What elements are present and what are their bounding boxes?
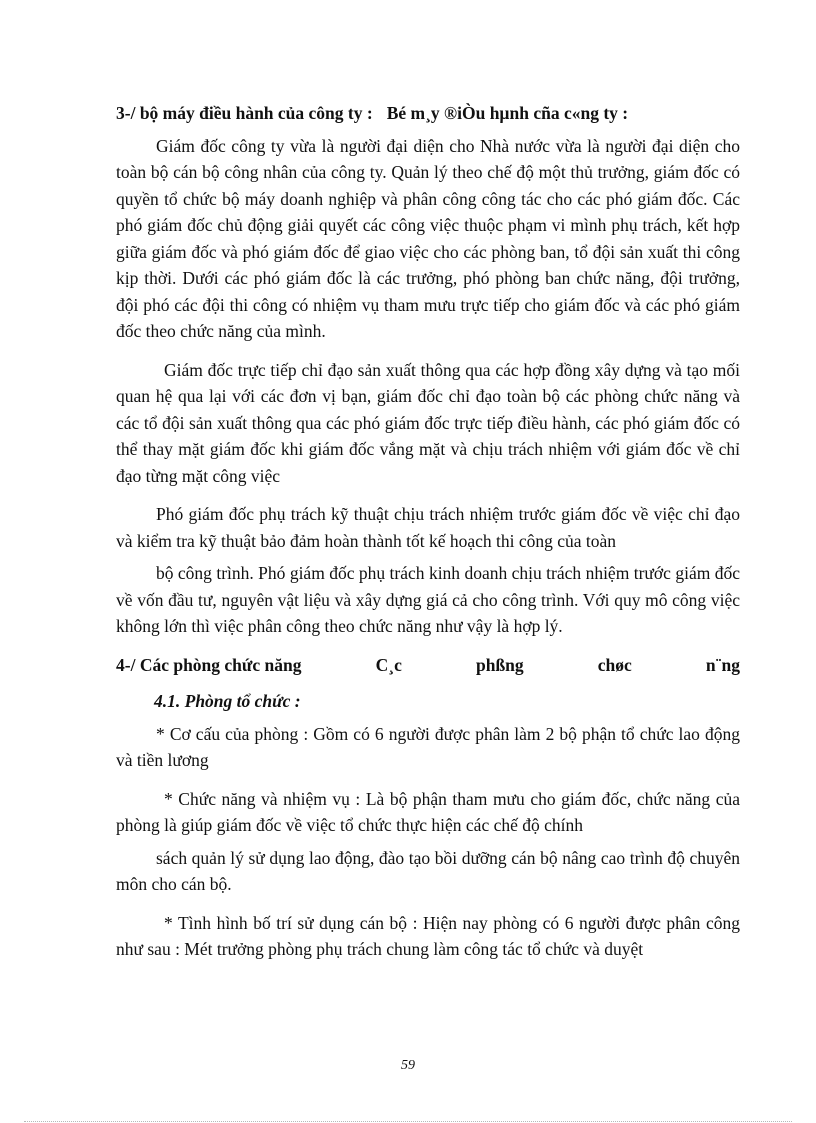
section-4-title-garbled-word: C¸c [375, 654, 402, 675]
footer-divider [24, 1121, 792, 1122]
section-3-title: 3-/ bộ máy điều hành của công ty : [116, 103, 373, 123]
page-content [116, 100, 740, 963]
subsection-paragraph: * Chức năng và nhiệm vụ : Là bộ phận tham mưu cho giám đốc, chức năng của phòng là giúp giám đốc về việc tổ chức thực hiện các chế độ chính [116, 788, 740, 835]
subsection-paragraph: * Tình hình bố trí sử dụng cán bộ : Hiện nay phòng có 6 người được phân công như sau : Mét trưởng phòng phụ trách chung làm công tác tổ chức và duyệt [116, 912, 740, 959]
section-3-title-garbled: Bé m¸y ®iÒu hµnh cña c«ng ty : [386, 103, 629, 123]
section-3-paragraph: Giám đốc trực tiếp chỉ đạo sản xuất thông qua các hợp đồng xây dựng và tạo mối quan hệ qua lại với các đơn vị bạn, giám đốc chỉ đạo toàn bộ các phòng chức năng và các tổ đội sản xuất thông qua các phó giám đốc trực tiếp điều hành, các phó giám đốc có thể thay mặt giám đốc khi giám đốc vắng mặt và chịu trách nhiệm với giám đốc về chỉ đạo từng mặt công việc [116, 359, 740, 486]
section-3-heading [116, 100, 740, 127]
subsection-4-1-title: 4.1. Phòng tổ chức : [154, 691, 301, 711]
section-3-paragraph: bộ công trình. Phó giám đốc phụ trách kinh doanh chịu trách nhiệm trước giám đốc về vốn đầu tư, nguyên vật liệu và xây dựng giá cả cho công trình. Với quy mô công việc không lớn thì việc phân công theo chức năng như vậy là hợp lý. [116, 563, 740, 636]
section-4-heading [116, 652, 740, 679]
section-4-title-garbled-word: phßng [475, 654, 524, 675]
section-4-title: 4-/ Các phòng chức năng [116, 654, 302, 675]
section-3-paragraph: Phó giám đốc phụ trách kỹ thuật chịu trách nhiệm trước giám đốc về việc chỉ đạo và kiểm tra kỹ thuật bảo đảm hoàn thành tốt kế hoạch thi công của toàn [116, 504, 740, 551]
section-3-paragraph: Giám đốc công ty vừa là người đại diện cho Nhà nước vừa là người đại diện cho toàn bộ cán bộ công nhân của công ty. Quản lý theo chế độ một thủ trưởng, giám đốc có quyền tổ chức bộ máy doanh nghiệp và phân công công tác cho các phó giám đốc. Các phó giám đốc chủ động giải quyết các công việc thuộc phạm vi mình phụ trách, kết hợp giữa giám đốc và phó giám đốc để giao việc cho các phòng ban, tổ đội sản xuất thi công kịp thời. Dưới các phó giám đốc là các trưởng, phó phòng ban chức năng, đội trưởng, đội phó các đội thi công có nhiệm vụ tham mưu trực tiếp cho giám đốc và các phó giám đốc theo chức năng của mình. [116, 135, 740, 341]
subsection-paragraph: sách quản lý sử dụng lao động, đào tạo bồi dưỡng cán bộ nâng cao trình độ chuyên môn cho cán bộ. [116, 847, 740, 894]
page-number: 59 [401, 1058, 415, 1073]
section-4-title-garbled-word: chøc [597, 654, 632, 675]
subsection-paragraph: * Cơ cấu của phòng : Gồm có 6 người được phân làm 2 bộ phận tổ chức lao động và tiền lương [116, 723, 740, 770]
section-4-title-garbled-word: n¨ng [705, 654, 740, 675]
